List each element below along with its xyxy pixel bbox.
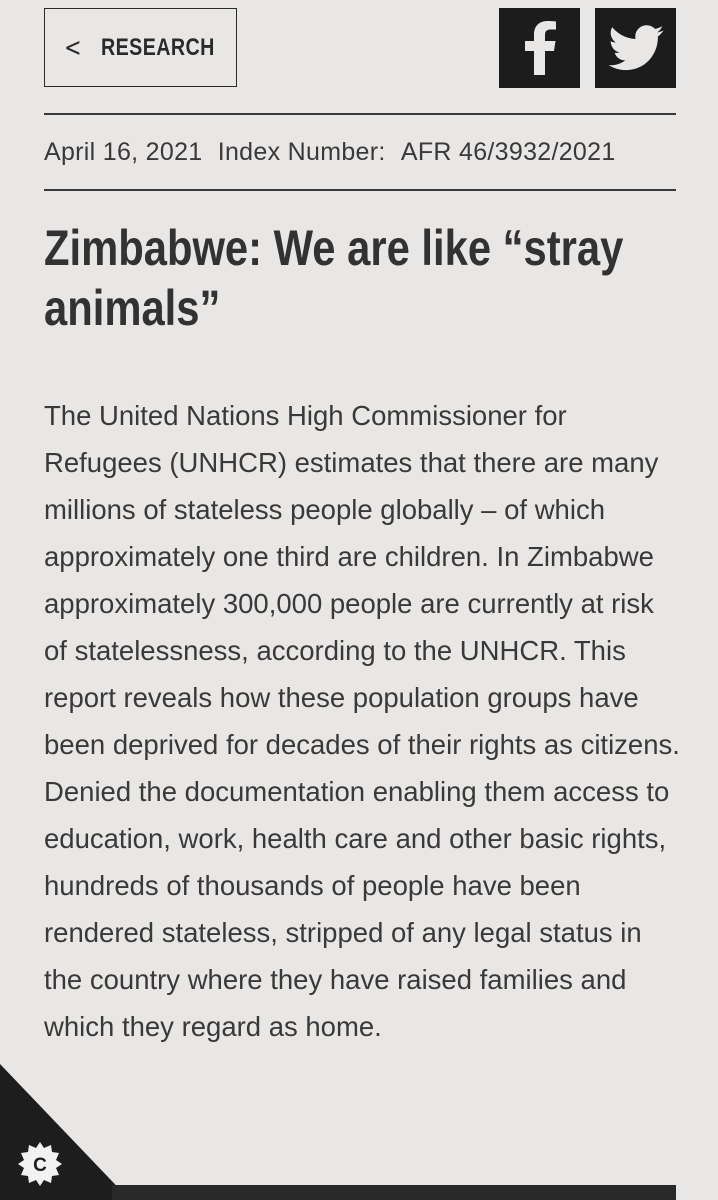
facebook-icon	[523, 21, 557, 75]
article-meta	[44, 138, 616, 167]
meta-divider	[44, 189, 676, 191]
chevron-left-icon: <	[63, 32, 82, 63]
back-to-research-button[interactable]	[44, 8, 237, 87]
twitter-share-button[interactable]	[595, 8, 676, 88]
twitter-icon	[608, 25, 664, 71]
footer-bar	[112, 1185, 676, 1200]
back-button-label: RESEARCH	[101, 33, 216, 61]
header-divider	[44, 113, 676, 115]
article-summary: The United Nations High Commissioner for Refugees (UNHCR) estimates that there are many millions of stateless people globally – of which approximately one third are children. In Zimbabwe approximately 300,000 people are currently at risk of statelessness, according to the UNHCR. This report reveals how these population groups have been deprived for decades of their rights as citizens. Denied the documentation enabling them access to education, work, health care and other basic rights, hundreds of thousands of people have been rendered stateless, stripped of any legal status in the country where they have raised families and which they regard as home.	[44, 400, 680, 1042]
publish-date: April 16, 2021	[44, 138, 203, 166]
facebook-share-button[interactable]	[499, 8, 580, 88]
index-number-label: Index Number:	[217, 138, 386, 166]
article-title: Zimbabwe: We are like “stray animals”	[44, 220, 624, 336]
index-number: AFR 46/3932/2021	[400, 138, 616, 166]
cookie-settings-icon[interactable]	[16, 1140, 64, 1188]
svg-text:C: C	[33, 1155, 47, 1176]
